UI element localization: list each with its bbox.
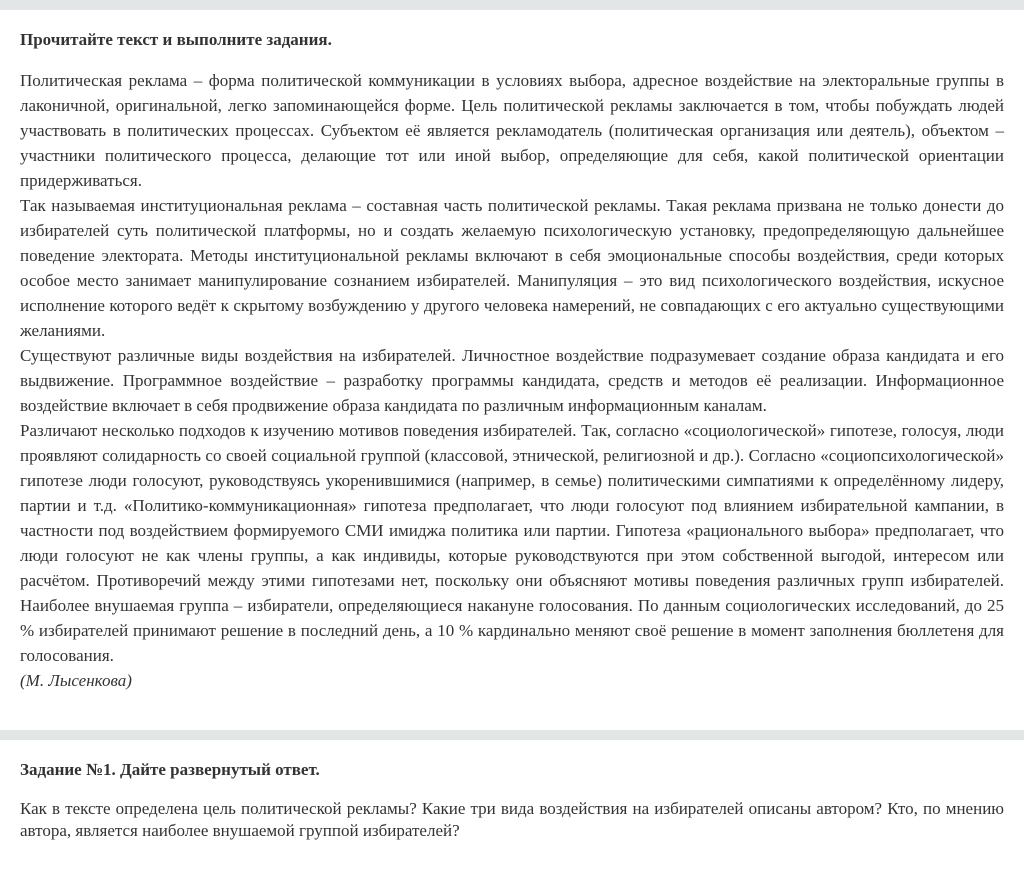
paragraph-2: Так называемая институциональная реклама – составная часть политической рекламы. Такая реклама призвана не только донести до избирателей суть политической платформы, но и создать желаемую психологическую установку, предопределяющую дальнейшее поведение электората. Методы институциональной рекламы включают в себя эмоциональные способы воздействия, среди которых особое место занимает манипулирование сознанием избирателей. Манипуляция – это вид психологического воздействия, искусное исполнение которого ведёт к скрытому возбуждению у другого человека намерений, не совпадающих с его актуально существующими желаниями. <box>20 196 1004 340</box>
top-divider-bar <box>0 0 1024 10</box>
task-question: Как в тексте определена цель политической рекламы? Какие три вида воздействия на избирателей описаны автором? Кто, по мнению автора, является наиболее внушаемой группой избирателей? <box>20 799 1004 840</box>
paragraph-1: Политическая реклама – форма политической коммуникации в условиях выбора, адресное воздействие на электоральные группы в лаконичной, оригинальной, легко запоминающейся форме. Цель политической рекламы заключается в том, чтобы побуждать людей участвовать в политических процессах. Субъектом её является рекламодатель (политическая организация или деятель), объектом – участники политического процесса, делающие тот или иной выбор, определяющие для себя, какой политической ориентации придерживаться. <box>20 71 1004 190</box>
section-divider-bar <box>0 730 1024 740</box>
paragraph-3: Существуют различные виды воздействия на избирателей. Личностное воздействие подразумевает создание образа кандидата и его выдвижение. Программное воздействие – разработку программы кандидата, средств и методов её реализации. Информационное воздействие включает в себя продвижение образа кандидата по различным информационным каналам. <box>20 346 1004 415</box>
paragraph-4: Различают несколько подходов к изучению мотивов поведения избирателей. Так, согласно «социологической» гипотезе, голосуя, люди проявляют солидарность со своей социальной группой (классовой, этнической, религиозной и др.). Согласно «социопсихологической» гипотезе люди голосуют, руководствуясь укоренившимися (например, в семье) политическими симпатиями к определённому лидеру, партии и т.д. «Политико-коммуникационная» гипотеза предполагает, что люди голосуют под влиянием избирательной кампании, в частности под воздействием формируемого СМИ имиджа политика или партии. Гипотеза «рационального выбора» предполагает, что люди голосуют не как члены группы, а как индивиды, которые руководствуются при этом собственной выгодой, интересом или расчётом. Противоречий между этими гипотезами нет, поскольку они объясняют мотивы поведения различных групп избирателей. Наиболее внушаемая группа – избиратели, определяющиеся накануне голосования. По данным социологических исследований, до 25 % избирателей принимают решение в последний день, а 10 % кардинально меняют своё решение в момент заполнения бюллетеня для голосования. <box>20 421 1004 665</box>
author-attribution: (М. Лысенкова) <box>20 671 132 690</box>
reading-section <box>20 10 1004 693</box>
reading-text <box>20 68 1004 693</box>
reading-heading: Прочитайте текст и выполните задания. <box>20 30 332 49</box>
task-section <box>20 740 1004 842</box>
task-heading: Задание №1. Дайте развернутый ответ. <box>20 760 320 779</box>
